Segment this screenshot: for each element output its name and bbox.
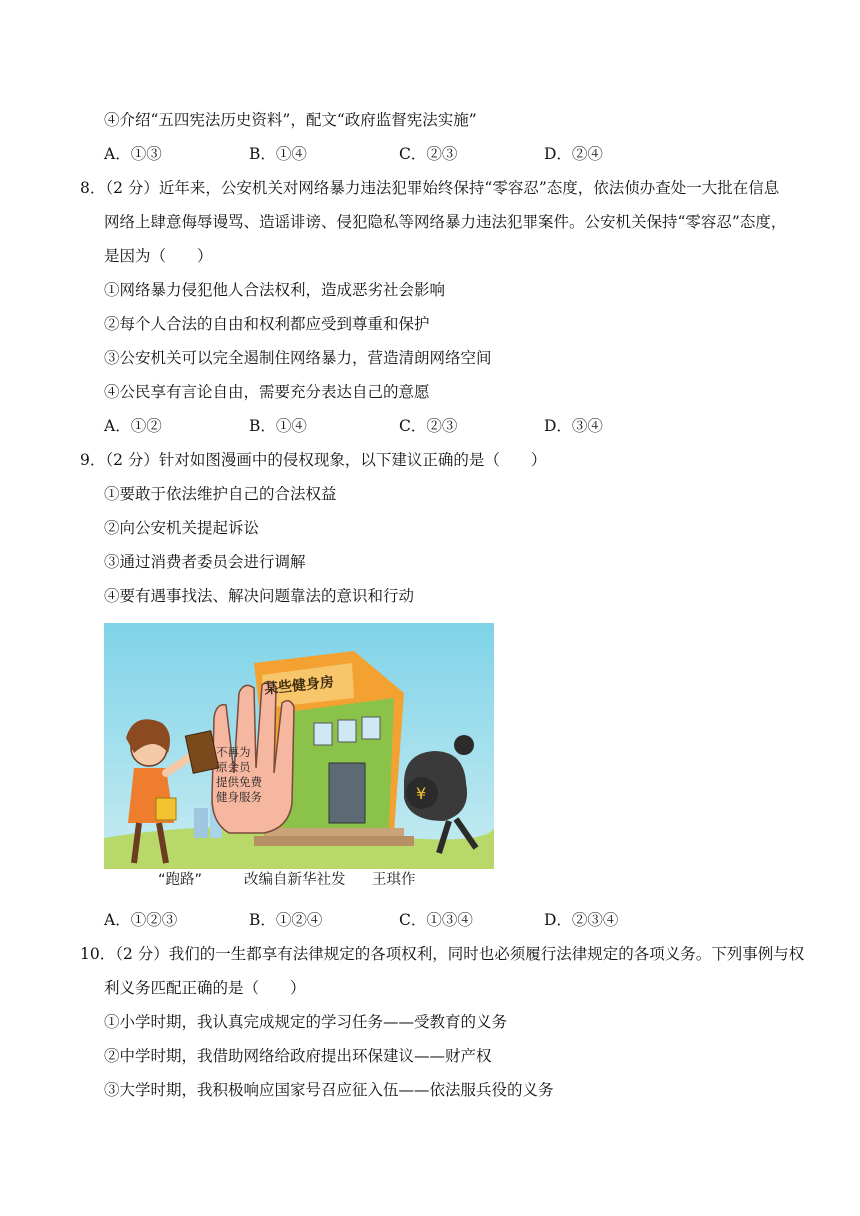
q10-stem-line-2: 利义务匹配正确的是（ ） — [104, 979, 306, 997]
cartoon-caption — [104, 869, 494, 891]
caption-source: 改编自新华社发 — [244, 872, 346, 888]
q8-option-a: A．①② — [104, 417, 162, 435]
q8-stem-line-1: 8．（2 分）近年来，公安机关对网络暴力违法犯罪始终保持“零容忍”态度，依法侦办查处一大批在信息 — [80, 179, 780, 197]
q10-item-3: ③大学时期，我积极响应国家号召应征入伍——依法服兵役的义务 — [104, 1081, 554, 1099]
q8-option-d: D．③④ — [544, 417, 603, 435]
q9-options — [104, 910, 804, 930]
q7-option-a: A．①③ — [104, 145, 162, 163]
q10-item-1: ①小学时期，我认真完成规定的学习任务——受教育的义务 — [104, 1013, 508, 1031]
q8-option-c: C．②③ — [399, 417, 458, 435]
q10-item-2: ②中学时期，我借助网络给政府提出环保建议——财产权 — [104, 1047, 492, 1065]
caption-author: 王琪作 — [372, 872, 416, 888]
q8-options — [104, 416, 804, 436]
q8-item-2: ②每个人合法的自由和权利都应受到尊重和保护 — [104, 315, 430, 333]
q9-item-4: ④要有遇事找法、解决问题靠法的意识和行动 — [104, 587, 415, 605]
q9-option-a: A．①②③ — [104, 911, 178, 929]
q8-stem-line-2: 网络上肆意侮辱谩骂、造谣诽谤、侵犯隐私等网络暴力违法犯罪案件。公安机关保持“零容忍”态度， — [104, 213, 787, 231]
caption-title: “跑路” — [158, 872, 203, 888]
q9-item-3: ③通过消费者委员会进行调解 — [104, 553, 306, 571]
q8-item-4: ④公民享有言论自由，需要充分表达自己的意愿 — [104, 383, 430, 401]
q7-options — [104, 144, 804, 164]
q10-stem-line-1: 10．（2 分）我们的一生都享有法律规定的各项权利，同时也必须履行法律规定的各项义务。下列事例与权 — [80, 945, 805, 963]
q8-item-3: ③公安机关可以完全遏制住网络暴力，营造清朗网络空间 — [104, 349, 492, 367]
q9-option-d: D．②③④ — [544, 911, 619, 929]
q9-stem: 9．（2 分）针对如图漫画中的侵权现象，以下建议正确的是（ ） — [80, 451, 547, 469]
q8-stem-line-3: 是因为（ ） — [104, 247, 213, 265]
q9-option-b: B．①②④ — [249, 911, 323, 929]
q7-item-4: ④介绍“五四宪法历史资料”，配文“政府监督宪法实施” — [104, 111, 477, 129]
q9-item-2: ②向公安机关提起诉讼 — [104, 519, 260, 537]
q9-option-c: C．①③④ — [399, 911, 473, 929]
cartoon-drawing — [104, 623, 494, 891]
gym-sign: 某些健身房 — [263, 674, 335, 698]
q7-option-b: B．①④ — [249, 145, 307, 163]
q7-option-d: D．②④ — [544, 145, 603, 163]
svg-text:¥: ¥ — [416, 784, 427, 803]
q9-item-1: ①要敢于依法维护自己的合法权益 — [104, 485, 337, 503]
q8-option-b: B．①④ — [249, 417, 307, 435]
q7-option-c: C．②③ — [399, 145, 458, 163]
hand-notice-text: 不再为 原会员 提供免费 健身服务 — [216, 745, 262, 804]
cartoon-illustration — [104, 623, 494, 891]
q8-item-1: ①网络暴力侵犯他人合法权利，造成恶劣社会影响 — [104, 281, 446, 299]
